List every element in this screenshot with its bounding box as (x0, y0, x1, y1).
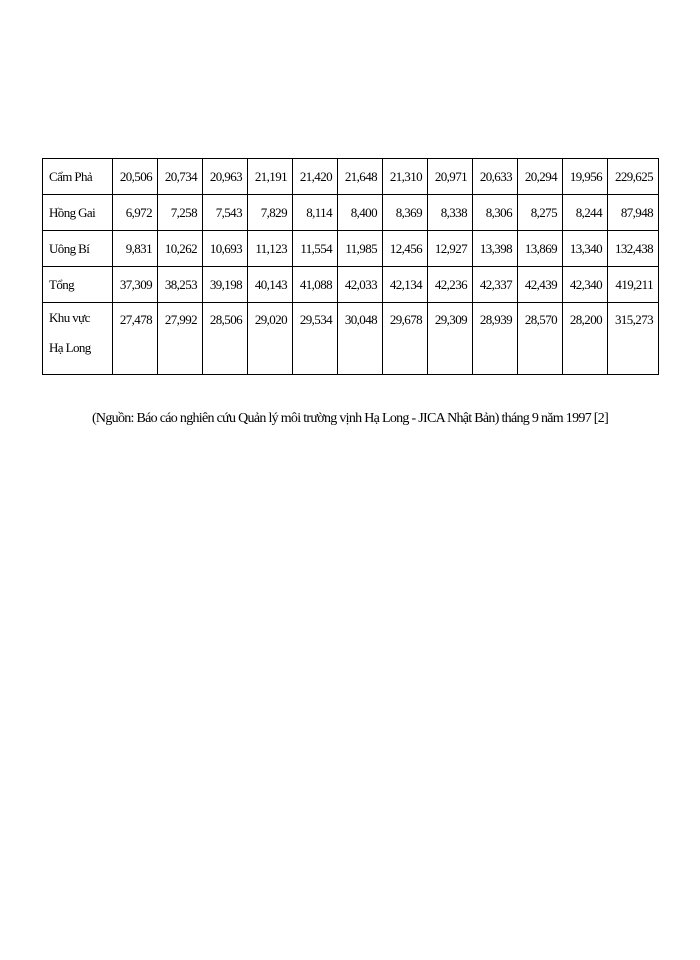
table-cell: 419,211 (608, 267, 659, 303)
table-cell: 41,088 (293, 267, 338, 303)
table-cell: 42,236 (428, 267, 473, 303)
table-row (43, 159, 659, 195)
table-cell: 21,191 (248, 159, 293, 195)
table-cell: 20,734 (158, 159, 203, 195)
table-cell: 7,543 (203, 195, 248, 231)
table-cell: 28,939 (473, 303, 518, 375)
row-label (43, 159, 113, 195)
table-cell: 8,306 (473, 195, 518, 231)
table-cell: 8,338 (428, 195, 473, 231)
table-cell: 20,294 (518, 159, 563, 195)
table-cell: 30,048 (338, 303, 383, 375)
table-cell: 42,033 (338, 267, 383, 303)
table-cell: 13,869 (518, 231, 563, 267)
table-cell: 315,273 (608, 303, 659, 375)
row-label-line: Khu vực (49, 310, 90, 325)
table-cell: 11,554 (293, 231, 338, 267)
table-cell: 87,948 (608, 195, 659, 231)
table-cell: 13,340 (563, 231, 608, 267)
table-body (43, 159, 659, 375)
row-label-line: Tổng (49, 276, 75, 292)
table-cell: 10,262 (158, 231, 203, 267)
table-cell: 8,114 (293, 195, 338, 231)
table-cell: 27,478 (113, 303, 158, 375)
table-cell: 29,309 (428, 303, 473, 375)
row-label-line: Hồng Gai (49, 204, 96, 220)
row-label-line: Uông Bí (49, 240, 90, 256)
table-row (43, 303, 659, 375)
table-cell: 28,200 (563, 303, 608, 375)
table-cell: 132,438 (608, 231, 659, 267)
table-cell: 39,198 (203, 267, 248, 303)
table-cell: 42,134 (383, 267, 428, 303)
table-cell: 20,633 (473, 159, 518, 195)
table-cell: 11,985 (338, 231, 383, 267)
table-cell: 8,244 (563, 195, 608, 231)
table-row (43, 267, 659, 303)
table-cell: 29,020 (248, 303, 293, 375)
table-cell: 19,956 (563, 159, 608, 195)
table-cell: 42,337 (473, 267, 518, 303)
table-cell: 10,693 (203, 231, 248, 267)
table-cell: 38,253 (158, 267, 203, 303)
table-cell: 20,506 (113, 159, 158, 195)
source-note: (Nguồn: Báo cáo nghiên cứu Quản lý môi trường vịnh Hạ Long - JICA Nhật Bản) tháng 9 năm 1997 [2] (91, 411, 609, 426)
row-label (43, 231, 113, 267)
table-cell: 29,678 (383, 303, 428, 375)
table-cell: 42,340 (563, 267, 608, 303)
table-cell: 37,309 (113, 267, 158, 303)
table-cell: 21,648 (338, 159, 383, 195)
table-cell: 29,534 (293, 303, 338, 375)
table-cell: 20,963 (203, 159, 248, 195)
table-cell: 40,143 (248, 267, 293, 303)
row-label (43, 267, 113, 303)
row-label-line: Hạ Long (49, 340, 91, 355)
row-label (43, 195, 113, 231)
table-cell: 6,972 (113, 195, 158, 231)
table-cell: 8,275 (518, 195, 563, 231)
table-cell: 28,506 (203, 303, 248, 375)
table-cell: 9,831 (113, 231, 158, 267)
population-table (42, 158, 659, 375)
table-cell: 21,310 (383, 159, 428, 195)
table-cell: 20,971 (428, 159, 473, 195)
table-cell: 12,927 (428, 231, 473, 267)
row-label (43, 303, 113, 375)
table-cell: 21,420 (293, 159, 338, 195)
table-cell: 8,400 (338, 195, 383, 231)
table-cell: 7,258 (158, 195, 203, 231)
table-cell: 12,456 (383, 231, 428, 267)
table-cell: 7,829 (248, 195, 293, 231)
table-cell: 11,123 (248, 231, 293, 267)
table-cell: 229,625 (608, 159, 659, 195)
table-cell: 13,398 (473, 231, 518, 267)
table-row (43, 195, 659, 231)
table-cell: 28,570 (518, 303, 563, 375)
table-cell: 42,439 (518, 267, 563, 303)
row-label-line: Cẩm Phả (49, 168, 93, 184)
table-row (43, 231, 659, 267)
table-cell: 27,992 (158, 303, 203, 375)
table-cell: 8,369 (383, 195, 428, 231)
